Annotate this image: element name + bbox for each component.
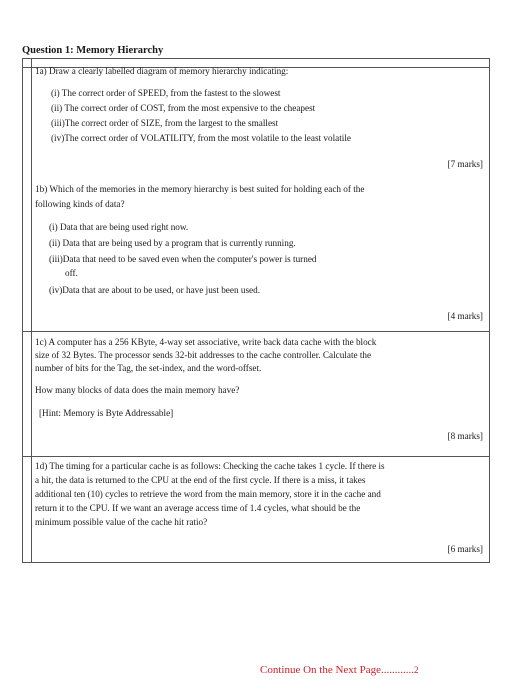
q1a-item: (iv)The correct order of VOLATILITY, from the most volatile to the least volatile (51, 133, 351, 143)
q1d-line: additional ten (10) cycles to retrieve the word from the main memory, store it in the cache and (35, 489, 381, 499)
q1b-prompt-line: 1b) Which of the memories in the memory hierarchy is best suited for holding each of the (35, 184, 365, 194)
q1c-line: number of bits for the Tag, the set-index, and the word-offset. (35, 363, 262, 373)
q1a-item: (ii) The correct order of COST, from the most expensive to the cheapest (51, 103, 316, 113)
q1a-marks: [7 marks] (447, 159, 483, 169)
q1c-line: size of 32 Bytes. The processor sends 32-bit addresses to the cache controller. Calculate the (35, 350, 372, 360)
row-separator (23, 456, 489, 457)
q1d-marks: [6 marks] (447, 544, 483, 554)
q1b-item: (i) Data that are being used right now. (49, 222, 189, 232)
q1d-line: return it to the CPU. If we want an average access time of 1.4 cycles, what should be the (35, 503, 361, 513)
row-separator (23, 331, 489, 332)
page-number: 2 (413, 665, 419, 675)
q1a-item: (iii)The correct order of SIZE, from the largest to the smallest (51, 118, 279, 128)
q1c-marks: [8 marks] (447, 431, 483, 441)
q1c-line: 1c) A computer has a 256 KByte, 4-way set associative, write back data cache with the block (35, 337, 377, 347)
q1c-hint: [Hint: Memory is Byte Addressable] (39, 408, 174, 418)
question-table (22, 58, 490, 563)
question-title: Question 1: Memory Hierarchy (22, 45, 164, 56)
continue-text: Continue On the Next Page............ (260, 664, 414, 676)
q1b-item: off. (65, 268, 78, 278)
left-column-line (31, 59, 32, 562)
continue-next-page-note (260, 664, 418, 676)
q1a-prompt: 1a) Draw a clearly labelled diagram of memory hierarchy indicating: (35, 66, 289, 76)
q1c-question: How many blocks of data does the main memory have? (35, 385, 240, 395)
q1a-item: (i) The correct order of SPEED, from the fastest to the slowest (51, 88, 281, 98)
q1b-marks: [4 marks] (447, 311, 483, 321)
q1b-prompt-line: following kinds of data? (35, 199, 125, 209)
q1d-line: minimum possible value of the cache hit ratio? (35, 517, 208, 527)
q1b-item: (ii) Data that are being used by a program that is currently running. (49, 238, 296, 248)
q1b-item: (iii)Data that need to be saved even when the computer's power is turned (49, 254, 317, 264)
q1b-item: (iv)Data that are about to be used, or have just been used. (49, 285, 260, 295)
q1d-line: 1d) The timing for a particular cache is as follows: Checking the cache takes 1 cycle. If there is (35, 461, 385, 471)
q1d-line: a hit, the data is returned to the CPU at the end of the first cycle. If there is a miss, it takes (35, 475, 366, 485)
